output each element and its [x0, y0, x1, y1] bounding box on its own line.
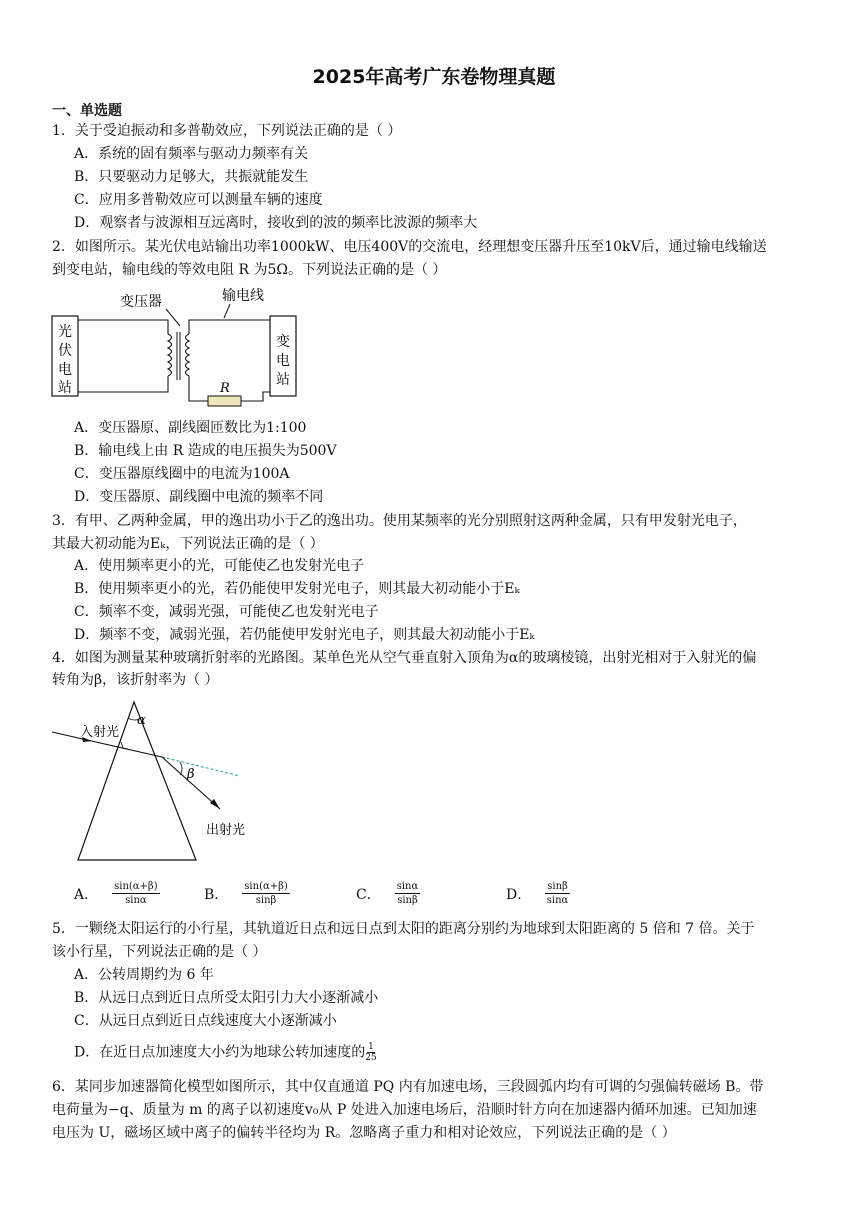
- line-label: 输电线: [222, 288, 264, 304]
- q2-circuit-diagram: [48, 284, 308, 414]
- q3-option-b: B．使用频率更小的光，若仍能使甲发射光电子，则其最大初动能小于Eₖ: [74, 581, 520, 597]
- apex-alpha-label: α: [137, 713, 146, 728]
- q1-option-d: D．观察者与波源相互远离时，接收到的波的频率比波源的频率大: [74, 215, 478, 231]
- sub-char-1: 变: [276, 334, 290, 350]
- extended-line: [162, 757, 240, 776]
- q4-option-c-den: sinβ: [397, 895, 418, 906]
- q5-option-c: C．从远日点到近日点线速度大小逐渐减小: [74, 1013, 337, 1029]
- pv-char-2: 伏: [58, 343, 72, 359]
- q6-stem-line2: 电荷量为−q、质量为 m 的离子以初速度v₀从 P 处进入加速电场后，沿顺时针方向在加速器内循环加速。已知加速: [52, 1102, 757, 1118]
- pv-char-4: 站: [58, 380, 72, 396]
- q6-stem-line3: 电压为 U，磁场区域中离子的偏转半径均为 R。忽略离子重力和相对论效应，下列说法正确的是（ ）: [52, 1125, 676, 1141]
- q1-option-c: C．应用多普勒效应可以测量车辆的速度: [74, 192, 323, 208]
- q5-option-d-den: 25: [365, 1053, 377, 1063]
- sub-char-3: 站: [276, 372, 290, 388]
- q5-option-d-num: 1: [368, 1042, 374, 1052]
- deflect-beta-label: β: [187, 767, 195, 782]
- q3-option-c: C．频率不变，减弱光强，可能使乙也发射光电子: [74, 604, 379, 620]
- q4-option-d-fraction: [545, 880, 570, 907]
- q4-option-d-den: sinα: [546, 895, 569, 906]
- page-title: 2025年高考广东卷物理真题: [312, 66, 556, 88]
- q4-option-c-num: sinα: [396, 881, 419, 892]
- q3-stem-line2: 其最大初动能为Eₖ，下列说法正确的是（ ）: [52, 536, 324, 552]
- resistor-r: [208, 396, 241, 406]
- q2-option-d: D．变压器原、副线圈中电流的频率不同: [74, 489, 324, 505]
- pv-char-3: 电: [58, 362, 72, 378]
- q4-option-b-num: sin(α+β): [244, 881, 288, 892]
- q5-option-d-text: D．在近日点加速度大小约为地球公转加速度的: [74, 1044, 366, 1061]
- primary-coil: [168, 334, 172, 378]
- q4-option-c: [356, 880, 420, 907]
- q4-option-a-letter: A．: [74, 886, 99, 903]
- q4-prism-diagram: [48, 696, 248, 866]
- transformer-label: 变压器: [120, 294, 162, 310]
- q4-option-b: [204, 880, 290, 907]
- q3-stem-line1: 3．有甲、乙两种金属，甲的逸出功小于乙的逸出功。使用某频率的光分别照射这两种金属，只有甲发射光电子，: [52, 513, 747, 529]
- q4-stem-line2: 转角为β，该折射率为（ ）: [52, 672, 219, 688]
- q4-option-c-letter: C．: [356, 886, 381, 903]
- q4-option-d: [506, 880, 570, 907]
- pv-char-1: 光: [58, 324, 72, 340]
- q4-option-b-letter: B．: [204, 886, 229, 903]
- q4-option-a-num: sin(α+β): [114, 881, 158, 892]
- q4-option-b-den: sinβ: [255, 895, 277, 906]
- q5-option-a: A．公转周期约为 6 年: [74, 967, 214, 983]
- q4-option-c-fraction: [395, 880, 421, 907]
- q5-stem-line1: 5．一颗绕太阳运行的小行星，其轨道近日点和远日点到太阳的距离分别约为地球到太阳距离的 5 倍和 7 倍。关于: [52, 921, 755, 937]
- q5-option-d-fraction: [365, 1042, 376, 1063]
- q1-option-b: B．只要驱动力足够大，共振就能发生: [74, 169, 309, 185]
- q2-option-c: C．变压器原线圈中的电流为100A: [74, 466, 290, 482]
- q5-option-d: [74, 1042, 377, 1063]
- q2-stem-line1: 2．如图所示。某光伏电站输出功率1000kW、电压400V的交流电，经理想变压器升压至10kV后，通过输电线输送: [52, 239, 767, 255]
- q6-stem-line1: 6．某同步加速器简化模型如图所示，其中仅直通道 PQ 内有加速电场，三段圆弧内均有可调的匀强偏转磁场 B。带: [52, 1079, 764, 1095]
- q1-stem: 1．关于受迫振动和多普勒效应，下列说法正确的是（ ）: [52, 123, 402, 139]
- q3-option-d: D．频率不变，减弱光强，若仍能使甲发射光电子，则其最大初动能小于Eₖ: [74, 627, 535, 643]
- q4-option-d-letter: D．: [506, 886, 532, 903]
- q4-option-a-den: sinα: [125, 895, 147, 906]
- resistor-label: R: [220, 381, 230, 396]
- q3-option-a: A．使用频率更小的光，可能使乙也发射光电子: [74, 558, 365, 574]
- q4-stem-line1: 4．如图为测量某种玻璃折射率的光路图。某单色光从空气垂直射入顶角为α的玻璃棱镜，出射光相对于入射光的偏: [52, 650, 757, 666]
- q2-stem-line2: 到变电站，输电线的等效电阻 R 为5Ω。下列说法正确的是（ ）: [52, 262, 447, 278]
- q4-option-a-fraction: [112, 880, 160, 907]
- q4-option-a: [74, 880, 160, 907]
- q4-option-b-fraction: [242, 880, 290, 907]
- secondary-coil: [186, 334, 190, 378]
- q1-option-a: A．系统的固有频率与驱动力频率有关: [74, 146, 309, 162]
- q5-option-b: B．从远日点到近日点所受太阳引力大小逐渐减小: [74, 990, 379, 1006]
- q2-option-b: B．输电线上由 R 造成的电压损失为500V: [74, 443, 337, 459]
- exit-label: 出射光: [206, 823, 246, 838]
- sub-char-2: 电: [276, 353, 290, 369]
- q5-stem-line2: 该小行星，下列说法正确的是（ ）: [52, 944, 267, 960]
- q2-option-a: A．变压器原、副线圈匝数比为1:100: [74, 420, 307, 436]
- q4-option-d-num: sinβ: [547, 881, 568, 892]
- incident-label: 入射光: [80, 725, 120, 740]
- q4-options: [74, 880, 634, 914]
- section-heading: 一、单选题: [52, 103, 122, 119]
